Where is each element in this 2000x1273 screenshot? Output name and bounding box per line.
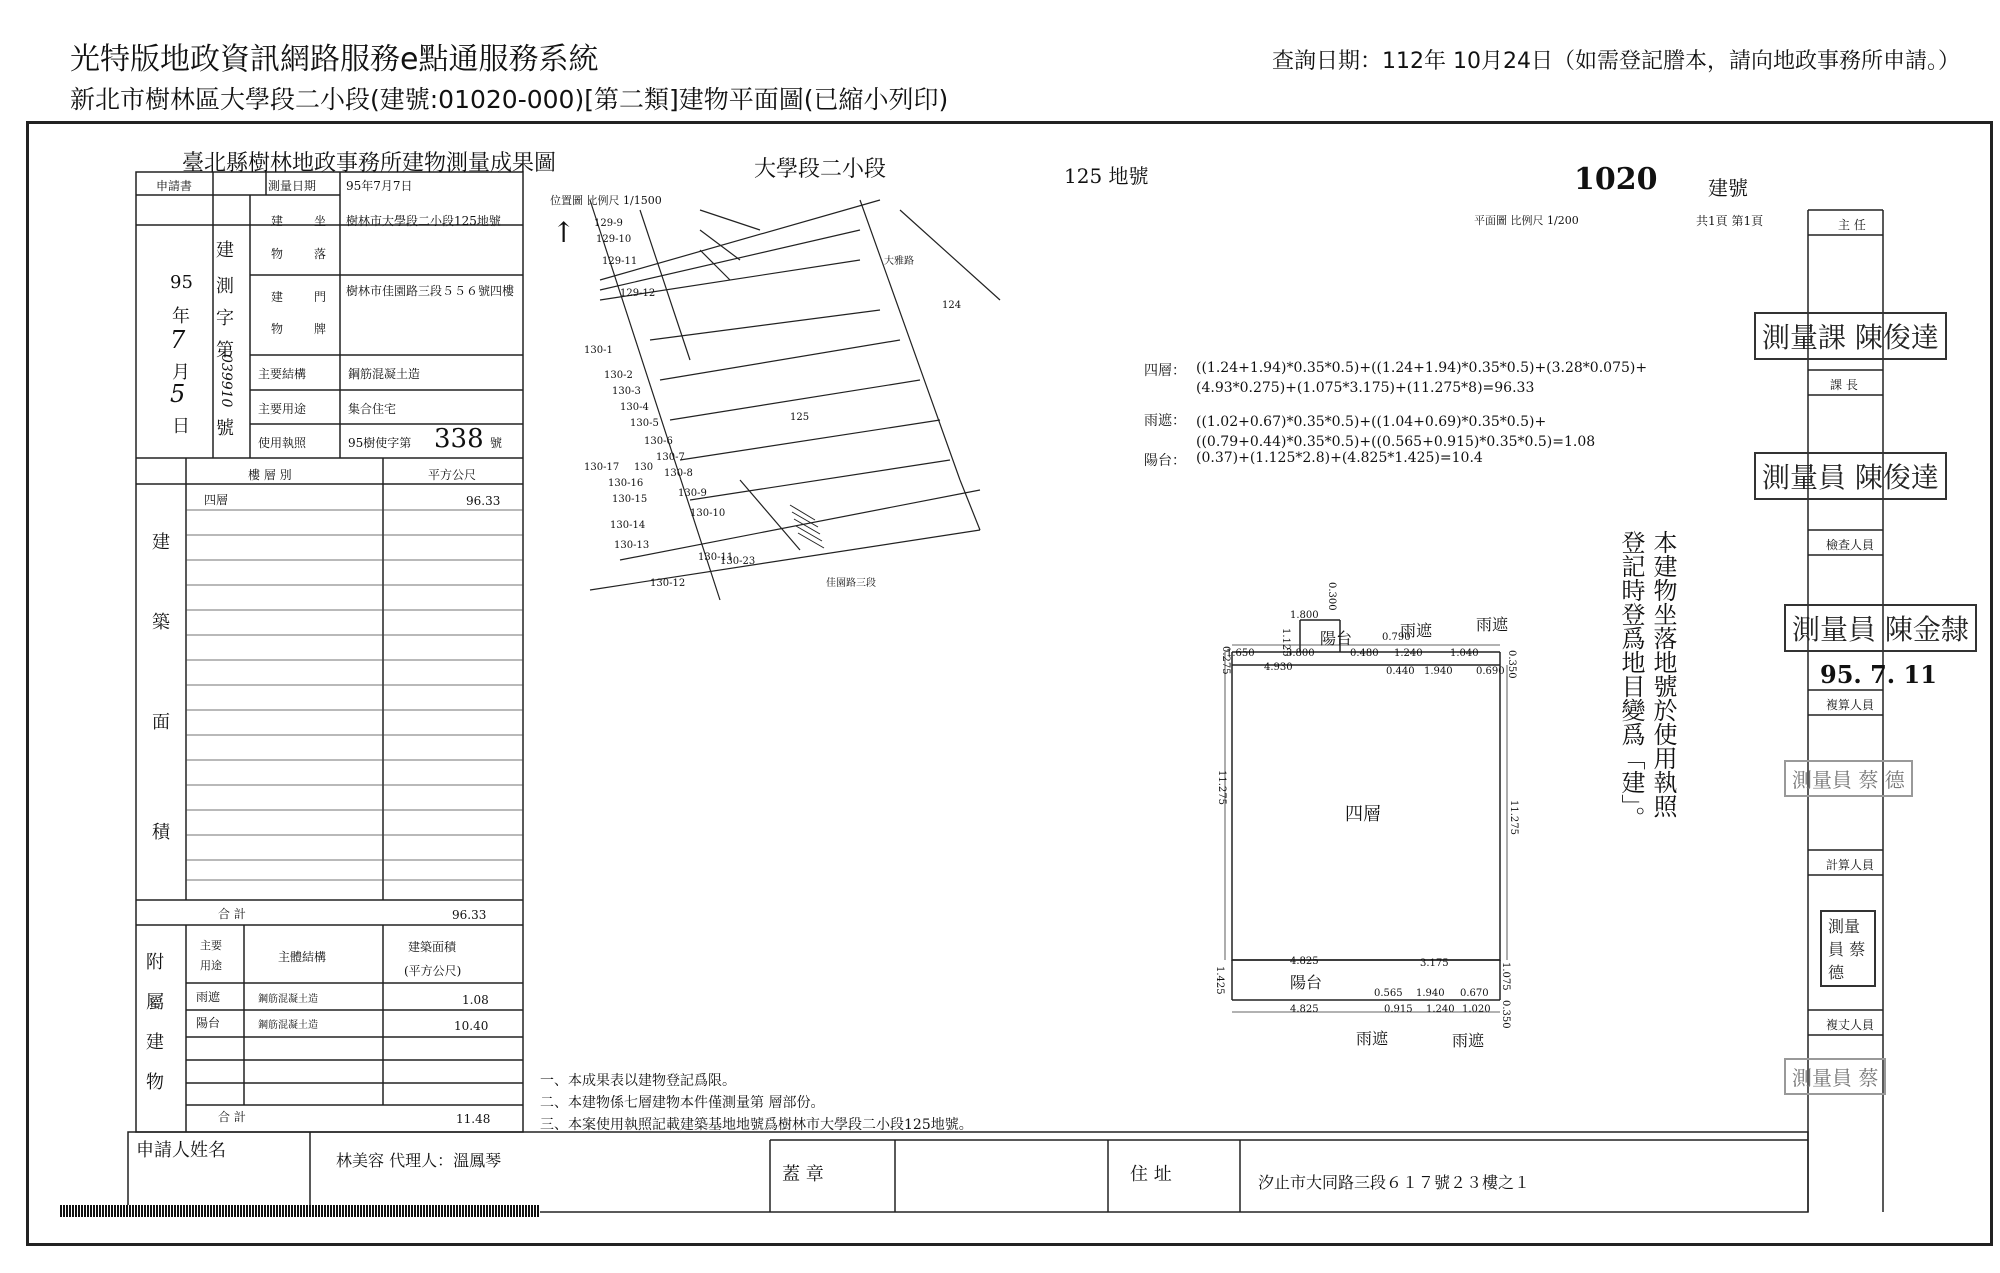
lot-label: 130-3 bbox=[612, 386, 641, 397]
approval-stamp: 測量課 陳俊達 bbox=[1754, 312, 1947, 360]
door-label-b: 門 bbox=[314, 290, 327, 304]
lot-label: 130-7 bbox=[656, 452, 685, 463]
case-char-4: 第 bbox=[216, 340, 234, 361]
location-label-c: 物 bbox=[271, 247, 284, 261]
building-location: 樹林市大學段二小段125地號 bbox=[346, 214, 501, 228]
floor4-formula-1: ((1.24+1.94)*0.35*0.5)+((1.24+1.94)*0.35*0.5)+(3.28*0.075)+ bbox=[1196, 360, 1648, 376]
section-chief-label: 課 長 bbox=[1830, 378, 1858, 392]
lot-label: 130-16 bbox=[608, 478, 644, 489]
attached-side-3: 建 bbox=[146, 1032, 164, 1053]
case-char-3: 字 bbox=[216, 308, 234, 329]
area-side-3: 面 bbox=[152, 712, 170, 733]
dimension-text: 0.915 bbox=[1384, 1004, 1413, 1015]
canopy-top-label-2: 雨遮 bbox=[1476, 615, 1509, 634]
attached-row-2-area: 10.40 bbox=[454, 1019, 489, 1033]
lot-label: 130 bbox=[634, 462, 654, 473]
dimension-text: 0.565 bbox=[1374, 988, 1403, 999]
year-unit: 年 bbox=[172, 306, 190, 327]
approval-stamp: 測量員 蔡 bbox=[1784, 1058, 1886, 1095]
office-title: 臺北縣樹林地政事務所建物測量成果圖 bbox=[182, 151, 557, 176]
lot-label: 130-5 bbox=[630, 418, 659, 429]
lot-label: 130-23 bbox=[720, 556, 756, 567]
dimension-text: 1.650 bbox=[1226, 648, 1255, 659]
section-name: 大學段二小段 bbox=[754, 157, 887, 182]
usage-label: 主要用途 bbox=[258, 402, 307, 416]
road-label-1: 大雅路 bbox=[884, 256, 914, 267]
dimension-text: 11.275 bbox=[1216, 770, 1227, 805]
lot-label: 130-13 bbox=[614, 540, 650, 551]
floor4-label: 四層： bbox=[1144, 363, 1186, 379]
canopy-bottom-label-1: 雨遮 bbox=[1356, 1029, 1389, 1048]
lot-label: 130-8 bbox=[664, 468, 693, 479]
location-map-lines bbox=[590, 200, 1000, 600]
license-prefix: 95樹使字第 bbox=[348, 436, 412, 450]
lot-label: 130-6 bbox=[644, 436, 673, 447]
dimension-text: 1.240 bbox=[1426, 1004, 1455, 1015]
canopy-formula-1: ((1.02+0.67)*0.35*0.5)+((1.04+0.69)*0.35*0.5)+ bbox=[1196, 414, 1547, 430]
lot-label: 129-11 bbox=[602, 256, 638, 267]
left-table-border bbox=[136, 172, 523, 1132]
lot-label: 130-14 bbox=[610, 520, 646, 531]
attached-side-4: 物 bbox=[146, 1072, 164, 1093]
area-header: 平方公尺 bbox=[428, 468, 477, 482]
attached-total-label: 合 計 bbox=[218, 1110, 246, 1124]
floor-plan-label: 四層 bbox=[1345, 804, 1381, 825]
application-label: 申請書 bbox=[156, 179, 193, 193]
footer-table-border bbox=[128, 1132, 1808, 1212]
approval-stamp: 測量員 陳金隸 bbox=[1784, 604, 1977, 652]
usage-value: 集合住宅 bbox=[348, 402, 397, 416]
dimension-text: 4.825 bbox=[1290, 1004, 1319, 1015]
attached-side-1: 附 bbox=[146, 952, 164, 973]
license-number: 338 bbox=[434, 424, 484, 454]
dimension-text: 0.300 bbox=[1326, 582, 1337, 611]
dimension-text: 4.930 bbox=[1264, 662, 1293, 673]
lot-center-label: 125 bbox=[790, 412, 810, 423]
dimension-text: 0.480 bbox=[1350, 648, 1379, 659]
area-side-1: 建 bbox=[152, 532, 170, 553]
note-3: 三、本案使用執照記載建築基地地號爲樹林市大學段二小段125地號。 bbox=[540, 1117, 973, 1133]
door-label-d: 牌 bbox=[314, 322, 327, 336]
dimension-text: 3.800 bbox=[1286, 648, 1315, 659]
dimension-text: 0.275 bbox=[1220, 646, 1231, 675]
approval-stamp: 測量員 蔡德 bbox=[1820, 910, 1876, 987]
applicant-address: 汐止市大同路三段６１７號２３樓之１ bbox=[1258, 1173, 1531, 1192]
day-value: 5 bbox=[170, 380, 186, 408]
lot-label: 130-10 bbox=[690, 508, 726, 519]
attached-use-header: 主要用途 bbox=[200, 939, 222, 972]
inspector-label: 檢查人員 bbox=[1826, 538, 1875, 552]
note-1: 一、本成果表以建物登記爲限。 bbox=[540, 1073, 736, 1089]
floor-header: 樓 層 別 bbox=[248, 468, 292, 482]
dimension-text: 1.240 bbox=[1394, 648, 1423, 659]
balcony-top-label: 陽台 bbox=[1320, 629, 1353, 648]
attached-row-1-area: 1.08 bbox=[462, 993, 489, 1007]
lot-label: 130-2 bbox=[604, 370, 633, 381]
vertical-note-2: 登記時登爲地目變爲「建」。 bbox=[1617, 530, 1645, 830]
approval-stamp: 測量員 陳俊達 bbox=[1754, 452, 1947, 500]
area-rows bbox=[186, 510, 523, 880]
area-side-2: 築 bbox=[152, 612, 170, 633]
case-number: 039910 bbox=[218, 354, 234, 408]
dimension-text: 1.020 bbox=[1462, 1004, 1491, 1015]
dimension-text: 0.690 bbox=[1476, 666, 1505, 677]
document-subtitle: 新北市樹林區大學段二小段(建號:01020-000)[第二類]建物平面圖(已縮小列印) bbox=[70, 85, 949, 114]
attached-row-2-use: 陽台 bbox=[196, 1016, 221, 1030]
balcony-label: 陽台： bbox=[1144, 453, 1186, 469]
location-label-d: 落 bbox=[314, 247, 327, 261]
lot-right-label: 124 bbox=[942, 300, 962, 311]
location-map-title: 位置圖 比例尺 1/1500 bbox=[550, 194, 662, 207]
attached-area-header: 建築面積 bbox=[408, 940, 457, 954]
lot-label: 130-1 bbox=[584, 345, 613, 356]
plan-scale: 平面圖 比例尺 1/200 bbox=[1474, 214, 1579, 227]
attached-row-1-use: 雨遮 bbox=[196, 990, 221, 1004]
dimension-text: 1.040 bbox=[1450, 648, 1479, 659]
lot-label: 129-9 bbox=[594, 218, 623, 229]
system-title: 光特版地政資訊網路服務e點通服務系統 bbox=[70, 42, 599, 77]
attached-total-value: 11.48 bbox=[456, 1112, 491, 1126]
chief-label: 主 任 bbox=[1838, 218, 1866, 232]
building-number: 1020 bbox=[1574, 162, 1658, 197]
case-suffix: 號 bbox=[216, 418, 234, 439]
license-suffix: 號 bbox=[490, 436, 503, 450]
dimension-text: 1.125 bbox=[1280, 628, 1291, 657]
canopy-label: 雨遮： bbox=[1144, 413, 1186, 429]
dimension-text: 0.350 bbox=[1506, 650, 1517, 679]
canopy-formula-2: ((0.79+0.44)*0.35*0.5)+((0.565+0.915)*0.35*0.5)=1.08 bbox=[1196, 434, 1596, 450]
dimension-text: 1.425 bbox=[1214, 966, 1225, 995]
lot-label: 130-11 bbox=[698, 552, 734, 563]
dimension-lines bbox=[1225, 645, 1507, 1012]
dimension-text: 11.275 bbox=[1508, 800, 1519, 835]
canopy-top-label-1: 雨遮 bbox=[1400, 621, 1433, 640]
dimension-text: 1.940 bbox=[1424, 666, 1453, 677]
date-stamp: 95. 7. 11 bbox=[1820, 660, 1937, 689]
north-arrow-icon: ↑ bbox=[552, 216, 576, 249]
lot-label: 130-9 bbox=[678, 488, 707, 499]
survey-date-label: 測量日期 bbox=[268, 179, 317, 193]
dimension-text: 0.670 bbox=[1460, 988, 1489, 999]
floor4-formula-2: (4.93*0.275)+(1.075*3.175)+(11.275*8)=96.33 bbox=[1196, 380, 1535, 396]
dimension-text: 1.075 bbox=[1500, 962, 1511, 991]
calculator-label: 計算人員 bbox=[1826, 858, 1875, 872]
balcony-bottom-label: 陽台 bbox=[1290, 973, 1323, 992]
floor-row-name: 四層 bbox=[204, 493, 229, 507]
location-label-b: 坐 bbox=[314, 214, 327, 228]
approval-stamp: 測量員 蔡 德 bbox=[1784, 760, 1913, 797]
dimension-text: 0.790 bbox=[1382, 632, 1411, 643]
lot-label: 130-4 bbox=[620, 402, 649, 413]
seal-label: 蓋 章 bbox=[782, 1164, 824, 1185]
reviewer-label: 複算人員 bbox=[1826, 698, 1875, 712]
query-date: 查詢日期：112年 10月24日（如需登記謄本，請向地政事務所申請。） bbox=[1272, 49, 1960, 74]
location-label-a: 建 bbox=[271, 214, 284, 228]
note-2: 二、本建物係七層建物本件僅測量第 層部份。 bbox=[540, 1095, 825, 1111]
year-value: 95 bbox=[170, 272, 193, 293]
applicant-label: 申請人姓名 bbox=[136, 1140, 226, 1161]
address-label: 住 址 bbox=[1130, 1164, 1172, 1185]
balcony-formula: (0.37)+(1.125*2.8)+(4.825*1.425)=10.4 bbox=[1196, 450, 1483, 466]
dimension-text: 0.350 bbox=[1500, 1000, 1511, 1029]
attached-row-2-struct: 鋼筋混凝土造 bbox=[258, 1020, 318, 1031]
building-number-label: 建號 bbox=[1708, 176, 1748, 200]
survey-date: 95年7月7日 bbox=[346, 179, 413, 193]
floor-row-area: 96.33 bbox=[466, 494, 501, 508]
applicant-name: 林美容 代理人：溫鳳琴 bbox=[336, 1151, 502, 1170]
area-total-label: 合 計 bbox=[218, 907, 246, 921]
lot-label: 129-10 bbox=[596, 234, 632, 245]
copy-staff-label: 複丈人員 bbox=[1826, 1018, 1875, 1032]
area-side-4: 積 bbox=[152, 822, 170, 843]
attached-struct-header: 主體結構 bbox=[278, 950, 327, 964]
structure-label: 主要結構 bbox=[258, 367, 307, 381]
lot-label: 130-12 bbox=[650, 578, 686, 589]
month-unit: 月 bbox=[172, 362, 190, 383]
attached-row-1-struct: 鋼筋混凝土造 bbox=[258, 994, 318, 1005]
dimension-text: 0.440 bbox=[1386, 666, 1415, 677]
day-unit: 日 bbox=[172, 416, 190, 437]
case-char-2: 測 bbox=[216, 276, 234, 297]
scan-barcode bbox=[60, 1205, 540, 1217]
lot-number: 125 地號 bbox=[1064, 164, 1149, 188]
case-char-1: 建 bbox=[216, 240, 234, 261]
dimension-text: 1.800 bbox=[1290, 610, 1319, 621]
door-label-a: 建 bbox=[271, 290, 284, 304]
attached-area-unit: (平方公尺) bbox=[404, 964, 462, 978]
lot-label: 129-12 bbox=[620, 288, 656, 299]
door-plate: 樹林市佳園路三段５５６號四樓 bbox=[346, 284, 515, 298]
dimension-text: 1.940 bbox=[1416, 988, 1445, 999]
page-count: 共1頁 第1頁 bbox=[1696, 214, 1764, 228]
lot-label: 130-15 bbox=[612, 494, 648, 505]
road-label-2: 佳園路三段 bbox=[826, 578, 876, 589]
door-label-c: 物 bbox=[271, 322, 284, 336]
vertical-note-1: 本建物坐落地號於使用執照 bbox=[1649, 530, 1677, 818]
lot-label: 130-17 bbox=[584, 462, 620, 473]
area-total-value: 96.33 bbox=[452, 908, 487, 922]
license-label: 使用執照 bbox=[258, 436, 307, 450]
attached-side-2: 屬 bbox=[146, 992, 164, 1013]
month-value: 7 bbox=[170, 326, 186, 354]
dimension-text: 4.825 bbox=[1290, 956, 1319, 967]
dimension-text: 3.175 bbox=[1420, 958, 1449, 969]
structure-value: 鋼筋混凝土造 bbox=[348, 367, 421, 381]
canopy-bottom-label-2: 雨遮 bbox=[1452, 1031, 1485, 1050]
